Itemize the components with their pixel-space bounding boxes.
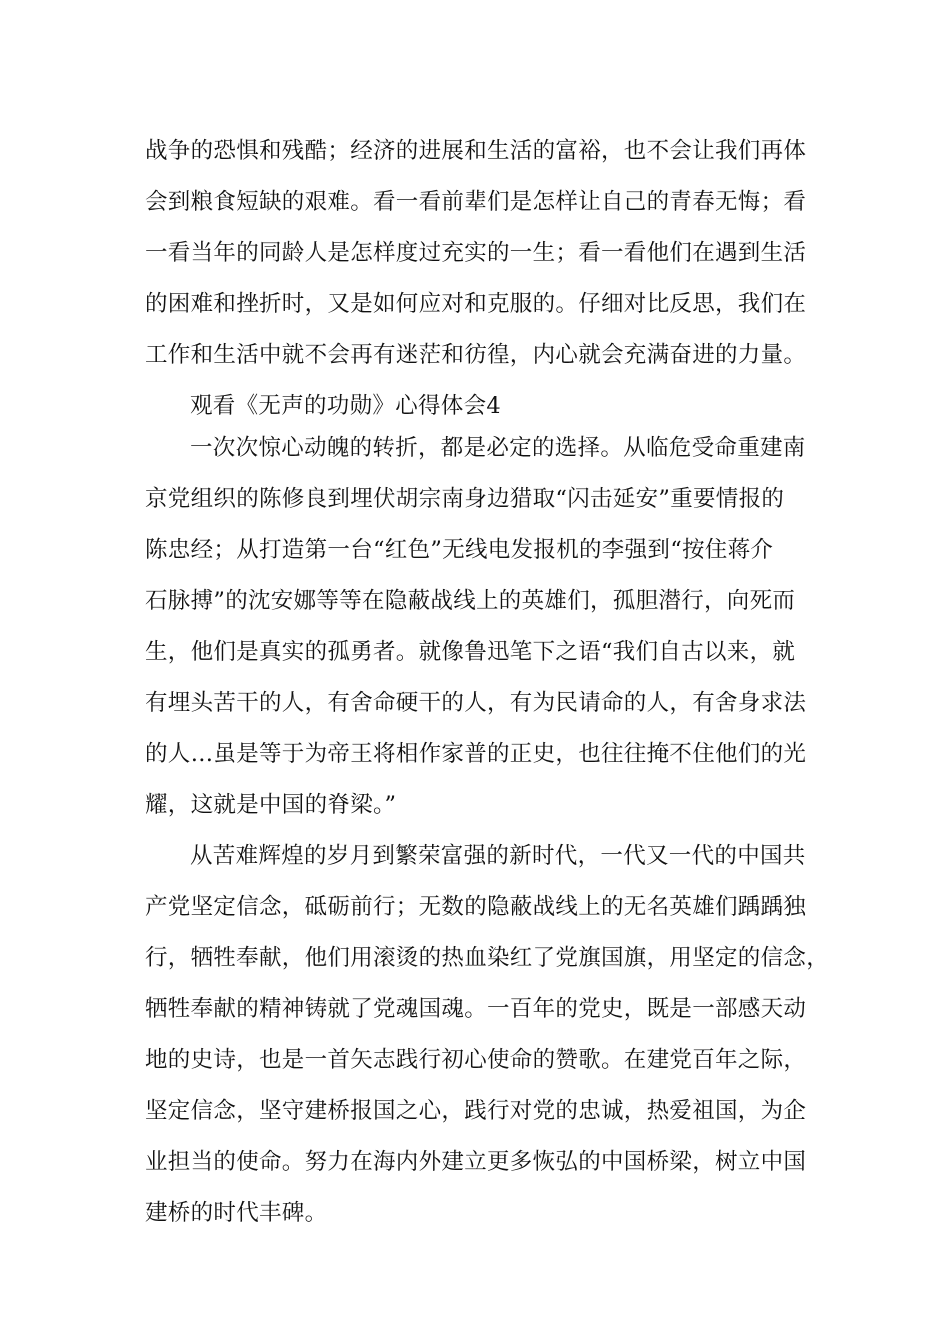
text-line: 有埋头苦干的人，有舍命硬干的人，有为民请命的人，有舍身求法: [145, 690, 807, 716]
text-line: 从苦难辉煌的岁月到繁荣富强的新时代，一代又一代的中国共: [190, 843, 806, 869]
text-line: 陈忠经；从打造第一台“红色”无线电发报机的李强到“按住蒋介: [145, 537, 774, 563]
text-line: 的困难和挫折时，又是如何应对和克服的。仔细对比反思，我们在: [145, 291, 807, 317]
section-heading: 观看《无声的功勋》心得体会4: [190, 393, 502, 419]
text-line: 业担当的使命。努力在海内外建立更多恢弘的中国桥梁，树立中国: [145, 1149, 807, 1175]
text-line: 生，他们是真实的孤勇者。就像鲁迅笔下之语“我们自古以来，就: [145, 639, 796, 665]
text-line: 一看当年的同龄人是怎样度过充实的一生；看一看他们在遇到生活: [145, 240, 807, 266]
text-line: 工作和生活中就不会再有迷茫和彷徨，内心就会充满奋进的力量。: [145, 342, 807, 368]
text-line: 战争的恐惧和残酷；经济的进展和生活的富裕，也不会让我们再体: [145, 138, 807, 164]
text-line: 的人…虽是等于为帝王将相作家普的正史，也往往掩不住他们的光: [145, 741, 807, 767]
text-line: 京党组织的陈修良到埋伏胡宗南身边猎取“闪击延安”重要情报的: [145, 486, 785, 512]
text-line: 坚定信念，坚守建桥报国之心，践行对党的忠诚，热爱祖国，为企: [145, 1098, 807, 1124]
text-line: 石脉搏”的沈安娜等等在隐蔽战线上的英雄们，孤胆潜行，向死而: [145, 588, 796, 614]
text-line: 耀，这就是中国的脊梁。”: [145, 792, 397, 818]
text-line: 产党坚定信念，砥砺前行；无数的隐蔽战线上的无名英雄们踽踽独: [145, 894, 807, 920]
text-line: 一次次惊心动魄的转折，都是必定的选择。从临危受命重建南: [190, 435, 806, 461]
text-line: 地的史诗，也是一首矢志践行初心使命的赞歌。在建党百年之际，: [145, 1047, 807, 1073]
text-line: 牺牲奉献的精神铸就了党魂国魂。一百年的党史，既是一部感天动: [145, 996, 807, 1022]
text-line: 会到粮食短缺的艰难。看一看前辈们是怎样让自己的青春无悔；看: [145, 189, 807, 215]
text-line: 建桥的时代丰碑。: [145, 1200, 328, 1226]
text-line: 行，牺牲奉献，他们用滚烫的热血染红了党旗国旗，用坚定的信念，: [145, 945, 830, 971]
